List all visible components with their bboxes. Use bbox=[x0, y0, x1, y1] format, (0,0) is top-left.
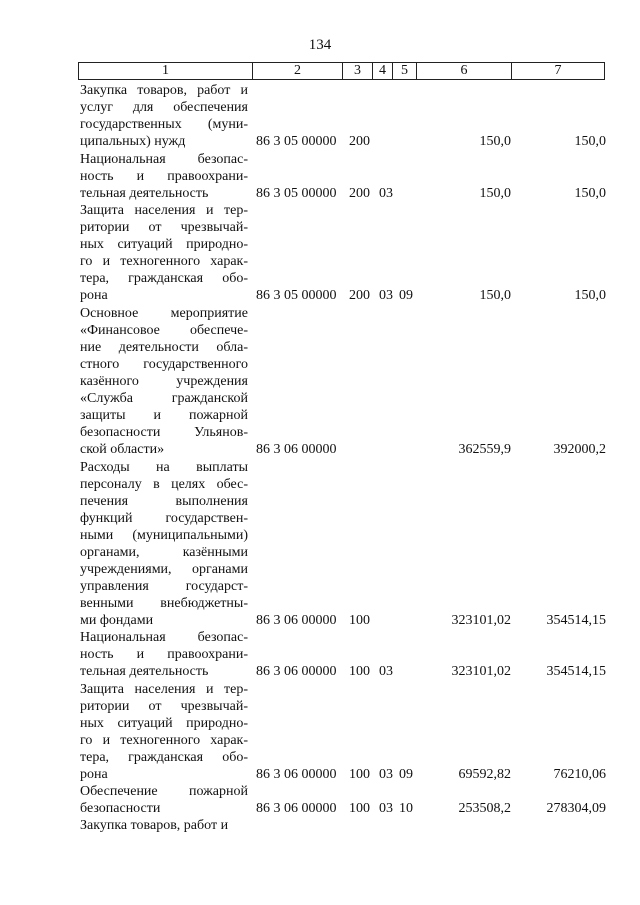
row-name-line: Национальная безопас- bbox=[80, 630, 248, 646]
target-article-code: 86 3 05 00000 bbox=[256, 288, 337, 304]
row-name-line: рона bbox=[80, 767, 108, 783]
row-name-line: Основное мероприятие bbox=[80, 306, 248, 322]
target-article-code: 86 3 06 00000 bbox=[256, 664, 337, 680]
row-name-line: ными (муниципальными) bbox=[80, 528, 248, 544]
table-header bbox=[78, 62, 605, 80]
row-name-line: Защита населения и тер- bbox=[80, 682, 248, 698]
header-col-3: 3 bbox=[343, 63, 373, 79]
table-row bbox=[0, 629, 640, 680]
row-name-line: персоналу в целях обес- bbox=[80, 477, 248, 493]
row-name-line: тера, гражданская обо- bbox=[80, 750, 248, 766]
table-row bbox=[0, 150, 640, 201]
row-name-line: государственных (муни- bbox=[80, 117, 248, 133]
row-name bbox=[80, 82, 248, 150]
table-row bbox=[0, 82, 640, 150]
row-name-line: ритории от чрезвычай- bbox=[80, 699, 248, 715]
target-article-code: 86 3 06 00000 bbox=[256, 801, 337, 817]
target-article-code: 86 3 05 00000 bbox=[256, 134, 337, 150]
amount-year-2: 150,0 bbox=[574, 288, 606, 304]
row-name-line: «Финансовое обеспече- bbox=[80, 323, 248, 339]
row-name-line: ность и правоохрани- bbox=[80, 647, 248, 663]
subsection-code: 09 bbox=[399, 767, 413, 783]
row-name-line: «Служба гражданской bbox=[80, 391, 248, 407]
subsection-code: 09 bbox=[399, 288, 413, 304]
amount-year-2: 392000,2 bbox=[553, 442, 606, 458]
expense-type-code: 200 bbox=[349, 185, 370, 201]
row-name-line: го и техногенного харак- bbox=[80, 254, 248, 270]
expense-type-code: 100 bbox=[349, 767, 370, 783]
row-name bbox=[80, 681, 248, 783]
row-name bbox=[80, 305, 248, 458]
target-article-code: 86 3 06 00000 bbox=[256, 613, 337, 629]
amount-year-1: 253508,2 bbox=[458, 801, 511, 817]
row-name-line: функций государствен- bbox=[80, 511, 248, 527]
row-name-line: ние деятельности обла- bbox=[80, 340, 248, 356]
amount-year-2: 354514,15 bbox=[546, 664, 606, 680]
row-name-line: ми фондами bbox=[80, 613, 154, 629]
section-code: 03 bbox=[379, 801, 393, 817]
row-name-line: ритории от чрезвычай- bbox=[80, 220, 248, 236]
section-code: 03 bbox=[379, 767, 393, 783]
section-code: 03 bbox=[379, 185, 393, 201]
amount-year-1: 362559,9 bbox=[458, 442, 511, 458]
row-name-line: тельная деятельность bbox=[80, 185, 209, 201]
row-name-line: венными внебюджетны- bbox=[80, 596, 248, 612]
table-row bbox=[0, 681, 640, 784]
amount-year-2: 150,0 bbox=[574, 185, 606, 201]
row-name-line: тельная деятельность bbox=[80, 664, 209, 680]
row-name-line: рона bbox=[80, 288, 108, 304]
table-row bbox=[0, 202, 640, 305]
header-col-5: 5 bbox=[393, 63, 417, 79]
row-name-line: безопасности Ульянов- bbox=[80, 425, 248, 441]
row-name bbox=[80, 817, 248, 834]
row-name-line: управления государст- bbox=[80, 579, 248, 595]
header-col-7: 7 bbox=[554, 63, 562, 78]
row-name bbox=[80, 151, 248, 202]
amount-year-1: 150,0 bbox=[479, 288, 511, 304]
table-row bbox=[0, 458, 640, 629]
amount-year-1: 323101,02 bbox=[451, 613, 511, 629]
expense-type-code: 200 bbox=[349, 288, 370, 304]
row-name-line: Национальная безопас- bbox=[80, 151, 248, 167]
row-name bbox=[80, 783, 248, 817]
row-name-line: казённого учреждения bbox=[80, 374, 248, 390]
header-col-6: 6 bbox=[417, 63, 512, 79]
amount-year-2: 278304,09 bbox=[546, 801, 606, 817]
row-name bbox=[80, 629, 248, 680]
header-col-4: 4 bbox=[373, 63, 393, 79]
target-article-code: 86 3 06 00000 bbox=[256, 442, 337, 458]
row-name-line: стного государственного bbox=[80, 357, 248, 373]
row-name-line: Расходы на выплаты bbox=[80, 460, 248, 476]
subsection-code: 10 bbox=[399, 801, 413, 817]
row-name-line: Закупка товаров, работ и bbox=[80, 83, 248, 99]
row-name-line: учреждениями, органами bbox=[80, 562, 248, 578]
amount-year-2: 354514,15 bbox=[546, 613, 606, 629]
expense-type-code: 100 bbox=[349, 801, 370, 817]
table-row bbox=[0, 783, 640, 817]
row-name-line: Защита населения и тер- bbox=[80, 203, 248, 219]
amount-year-1: 150,0 bbox=[479, 185, 511, 201]
row-name bbox=[80, 459, 248, 629]
row-name-line: го и техногенного харак- bbox=[80, 733, 248, 749]
row-name-line: безопасности bbox=[80, 801, 161, 817]
amount-year-1: 69592,82 bbox=[458, 767, 511, 783]
row-name-line: защиты и пожарной bbox=[80, 408, 248, 424]
row-name bbox=[80, 202, 248, 304]
row-name-line: ных ситуаций природно- bbox=[80, 237, 248, 253]
row-name-line: Обеспечение пожарной bbox=[80, 784, 248, 800]
amount-year-2: 150,0 bbox=[574, 134, 606, 150]
table-row bbox=[0, 304, 640, 458]
expense-type-code: 200 bbox=[349, 134, 370, 150]
row-name-line: ность и правоохрани- bbox=[80, 168, 248, 184]
row-name-line: органами, казёнными bbox=[80, 545, 248, 561]
row-name-line: печения выполнения bbox=[80, 494, 248, 510]
section-code: 03 bbox=[379, 664, 393, 680]
row-name-line: ципальных) нужд bbox=[80, 134, 186, 150]
header-col-2: 2 bbox=[253, 63, 343, 79]
row-name-line: тера, гражданская обо- bbox=[80, 271, 248, 287]
row-name-line: ской области» bbox=[80, 442, 165, 458]
row-name-line: ных ситуаций природно- bbox=[80, 716, 248, 732]
amount-year-1: 150,0 bbox=[479, 134, 511, 150]
amount-year-2: 76210,06 bbox=[553, 767, 606, 783]
expense-type-code: 100 bbox=[349, 613, 370, 629]
amount-year-1: 323101,02 bbox=[451, 664, 511, 680]
expense-type-code: 100 bbox=[349, 664, 370, 680]
header-col-1: 1 bbox=[79, 63, 253, 79]
row-name-line: Закупка товаров, работ и bbox=[80, 818, 229, 834]
section-code: 03 bbox=[379, 288, 393, 304]
table-row bbox=[0, 817, 640, 834]
row-name-line: услуг для обеспечения bbox=[80, 100, 248, 116]
target-article-code: 86 3 06 00000 bbox=[256, 767, 337, 783]
target-article-code: 86 3 05 00000 bbox=[256, 185, 337, 201]
page-number: 134 bbox=[308, 37, 332, 53]
